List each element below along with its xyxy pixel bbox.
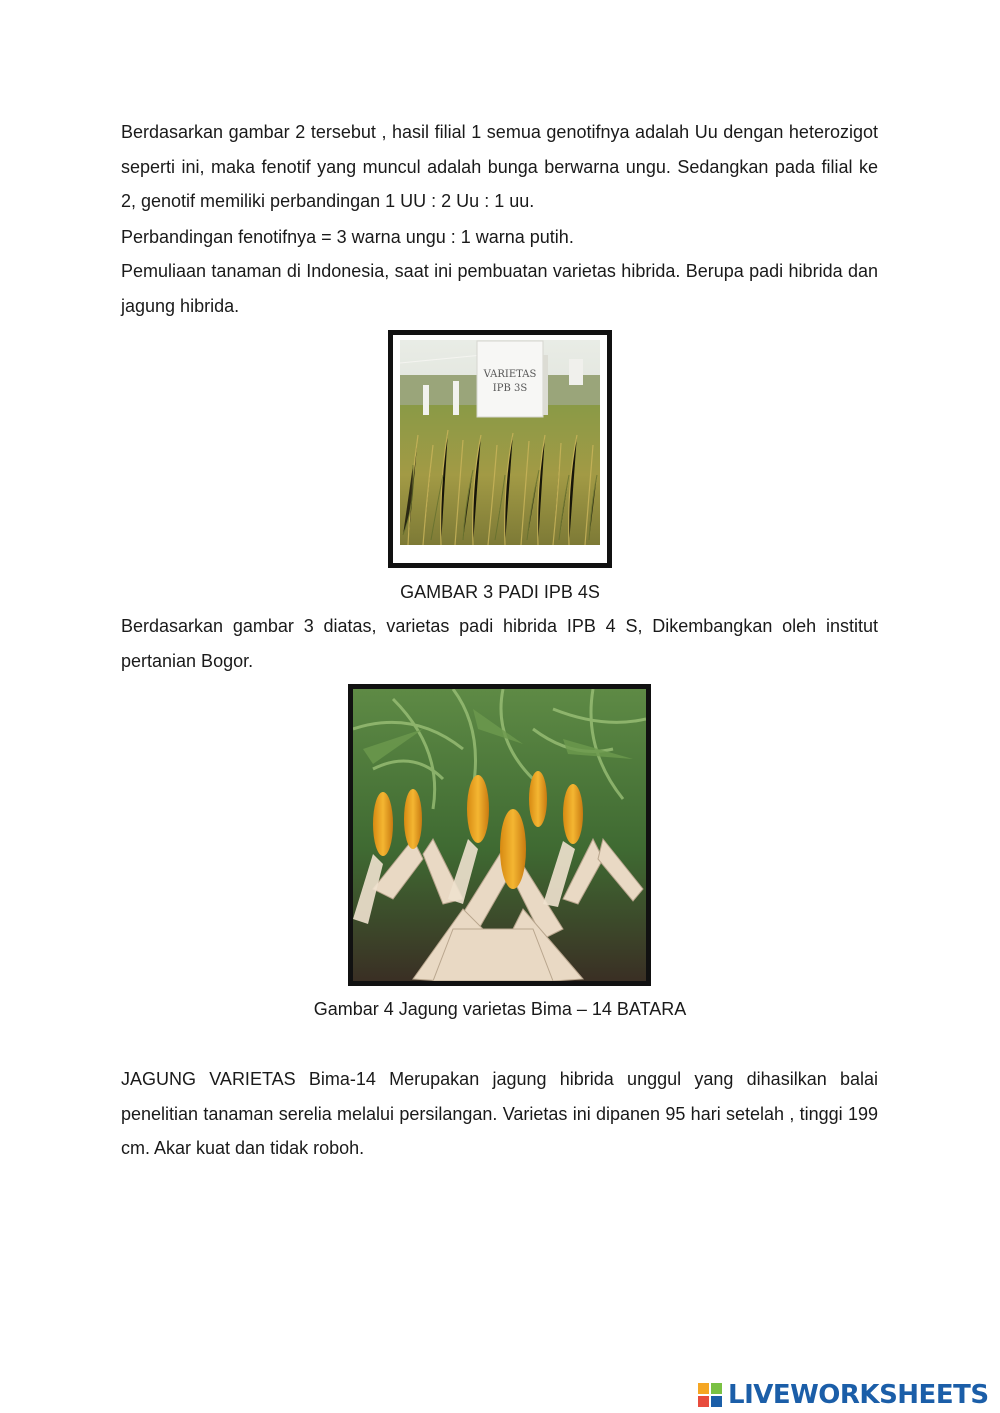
liveworksheets-logo-icon — [697, 1382, 723, 1408]
corn-field-image — [353, 689, 646, 981]
corn-field-photo — [348, 684, 651, 986]
corn-figure-caption: Gambar 4 Jagung varietas Bima – 14 BATARA — [313, 999, 687, 1019]
rice-field-photo — [388, 330, 612, 568]
sign-text-line1: VARIETAS — [483, 369, 537, 380]
paragraph-phenotype-ratio: Perbandingan fenotifnya = 3 warna ungu : 1 warna putih. — [121, 227, 574, 247]
paragraph-filial-genotype: Berdasarkan gambar 2 tersebut , hasil filial 1 semua genotifnya adalah Uu dengan heterozigot seperti ini, maka fenotif yang muncul adalah bunga berwarna ungu. Sedangkan pada filial ke 2, genotif memiliki perbandingan 1 UU : 2 Uu : 1 uu. — [121, 122, 878, 211]
paragraph-corn-variety: JAGUNG VARIETAS Bima-14 Merupakan jagung hibrida unggul yang dihasilkan balai penelitian tanaman serelia melalui persilangan. Varietas ini dipanen 95 hari setelah , tinggi 199 cm. Akar kuat dan tidak roboh. — [121, 1069, 878, 1158]
paragraph-rice-variety: Berdasarkan gambar 3 diatas, varietas padi hibrida IPB 4 S, Dikembangkan oleh institut pertanian Bogor. — [121, 616, 878, 671]
rice-field-image — [393, 335, 607, 563]
liveworksheets-brand-text: LIVEWORKSHEETS — [728, 1380, 989, 1410]
liveworksheets-logo — [697, 1378, 989, 1412]
paragraph-plant-breeding: Pemuliaan tanaman di Indonesia, saat ini pembuatan varietas hibrida. Berupa padi hibrida dan jagung hibrida. — [121, 261, 878, 316]
sign-text-line2: IPB 3S — [492, 383, 528, 394]
rice-figure-caption: GAMBAR 3 PADI IPB 4S — [400, 582, 600, 602]
corn-cob — [373, 792, 393, 856]
